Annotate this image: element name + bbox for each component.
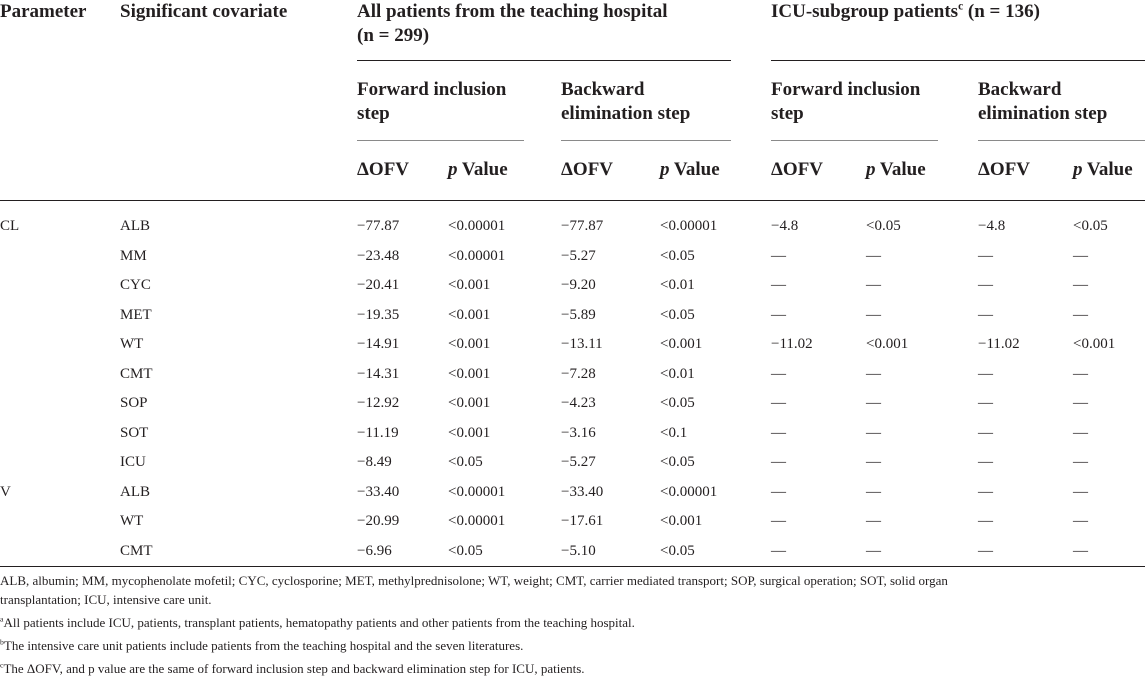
cell-icu-backward-delta-ofv: — [978,247,993,264]
cell-covariate: ALB [120,483,150,500]
footnote-b: $^b$The intensive care unit patients include patients from the teaching hospital and the seven literatures. [0,637,524,653]
cell-all-backward-p-value: <0.05 [660,454,695,470]
cell-all-forward-delta-ofv: −19.35 [357,306,400,323]
cell-icu-forward-delta-ofv: — [771,454,786,470]
cell-all-forward-p-value: <0.001 [448,306,491,323]
cell-icu-backward-p-value: — [1073,424,1088,441]
cell-icu-forward-delta-ofv: — [771,483,786,500]
cell-icu-backward-delta-ofv: — [978,306,993,323]
cell-all-backward-p-value: <0.01 [660,277,695,293]
header-delta-ofv: ΔOFV [561,159,614,180]
header-backward-all-line2: elimination step [561,103,691,124]
header-icu-subgroup: ICU-subgroup patients$^c$ (n = 136) [771,0,1040,22]
cell-all-forward-delta-ofv: −33.40 [357,483,400,500]
cell-all-forward-delta-ofv: −8.49 [357,454,392,470]
cell-all-forward-p-value: <0.001 [448,395,491,411]
header-forward-icu-line1: Forward inclusion [771,79,921,100]
cell-all-backward-p-value: <0.00001 [660,483,718,500]
header-forward-all-line2: step [357,103,390,124]
cell-all-backward-delta-ofv: −9.20 [561,277,596,293]
cell-all-backward-delta-ofv: −33.40 [561,483,604,500]
rule-forward-all [357,140,524,141]
cell-icu-forward-delta-ofv: −4.8 [771,218,799,234]
cell-icu-backward-p-value: — [1073,542,1088,559]
cell-all-backward-p-value: <0.05 [660,542,695,559]
header-bottom-rule [0,200,1145,201]
cell-covariate: CMT [120,365,153,382]
header-all-patients-line1: All patients from the teaching hospital [357,1,668,22]
cell-parameter: CL [0,218,20,234]
cell-parameter: V [0,483,11,500]
cell-all-backward-p-value: <0.05 [660,247,695,264]
cell-covariate: ALB [120,218,150,234]
cell-icu-backward-p-value: — [1073,513,1088,529]
cell-all-forward-delta-ofv: −14.31 [357,365,400,382]
cell-all-backward-delta-ofv: −3.16 [561,424,596,441]
cell-all-backward-delta-ofv: −77.87 [561,218,604,234]
cell-icu-backward-p-value: <0.001 [1073,336,1116,352]
cell-icu-forward-p-value: — [866,513,881,529]
footnote-abbreviations-line2: transplantation; ICU, intensive care unit. [0,592,212,607]
cell-all-backward-p-value: <0.05 [660,306,695,323]
header-delta-ofv: ΔOFV [357,159,410,180]
cell-all-backward-p-value: <0.00001 [660,218,718,234]
table-bottom-rule [0,566,1145,567]
cell-icu-forward-delta-ofv: — [771,424,786,441]
cell-covariate: MET [120,306,152,323]
header-all-patients-line2: (n = 299) [357,25,430,46]
cell-all-backward-p-value: <0.001 [660,513,703,529]
cell-all-backward-p-value: <0.05 [660,395,695,411]
cell-icu-backward-p-value: — [1073,483,1088,500]
cell-icu-forward-delta-ofv: — [771,365,786,382]
cell-icu-backward-delta-ofv: −11.02 [978,336,1020,352]
footnote-marker-c: c [958,0,964,13]
cell-icu-backward-p-value: — [1073,247,1088,264]
cell-icu-backward-delta-ofv: — [978,542,993,559]
cell-icu-backward-p-value: — [1073,454,1088,470]
cell-all-forward-delta-ofv: −77.87 [357,218,400,234]
cell-covariate: MM [120,247,147,264]
cell-all-backward-delta-ofv: −13.11 [561,336,603,352]
cell-icu-backward-delta-ofv: — [978,454,993,470]
cell-icu-forward-p-value: — [866,365,881,382]
footnote-abbreviations-line1: ALB, albumin; MM, mycophenolate mofetil; CYC, cyclosporine; MET, methylprednisolone; WT, weight; CMT, carrier mediated transport; SOP, surgical operation; SOT, solid organ [0,573,948,588]
cell-icu-forward-p-value: <0.05 [866,218,901,234]
cell-all-backward-delta-ofv: −5.27 [561,454,596,470]
cell-all-forward-delta-ofv: −20.99 [357,513,400,529]
header-backward-icu-line2: elimination step [978,103,1108,124]
cell-covariate: SOT [120,424,149,441]
header-significant-covariate: Significant covariate [120,1,288,22]
cell-icu-forward-p-value: — [866,454,881,470]
cell-covariate: CMT [120,542,153,559]
footnote-a: $^a$All patients include ICU, patients, transplant patients, hematopathy patients and other patients from the teaching hospital. [0,614,635,630]
cell-icu-backward-p-value: <0.05 [1073,218,1108,234]
cell-all-forward-p-value: <0.001 [448,336,491,352]
cell-covariate: ICU [120,454,146,470]
cell-all-forward-p-value: <0.00001 [448,483,506,500]
cell-all-forward-p-value: <0.001 [448,277,491,293]
header-forward-icu-line2: step [771,103,804,124]
cell-all-backward-p-value: <0.001 [660,336,703,352]
footnote-c: $^c$The ΔOFV, and p value are the same of forward inclusion step and backward elimination step for ICU, patients. [0,660,585,676]
cell-icu-forward-p-value: — [866,247,881,264]
cell-covariate: WT [120,513,144,529]
cell-icu-forward-p-value: — [866,424,881,441]
cell-icu-forward-delta-ofv: — [771,513,786,529]
cell-icu-backward-p-value: — [1073,395,1088,411]
cell-all-backward-delta-ofv: −17.61 [561,513,604,529]
header-p-value: p Value [1073,159,1133,180]
cell-icu-backward-delta-ofv: — [978,483,993,500]
cell-all-forward-p-value: <0.00001 [448,513,506,529]
rule-backward-all [561,140,731,141]
cell-icu-forward-delta-ofv: −11.02 [771,336,813,352]
cell-icu-forward-delta-ofv: — [771,395,786,411]
cell-all-forward-delta-ofv: −14.91 [357,336,400,352]
cell-icu-backward-delta-ofv: −4.8 [978,218,1006,234]
cell-icu-backward-delta-ofv: — [978,513,993,529]
cell-all-forward-delta-ofv: −23.48 [357,247,400,264]
cell-icu-forward-delta-ofv: — [771,306,786,323]
cell-icu-forward-delta-ofv: — [771,542,786,559]
cell-covariate: CYC [120,277,151,293]
rule-all-patients [357,60,731,61]
cell-all-forward-p-value: <0.05 [448,454,483,470]
cell-icu-forward-p-value: — [866,542,881,559]
cell-covariate: WT [120,336,144,352]
cell-all-forward-delta-ofv: −11.19 [357,424,399,441]
cell-icu-forward-p-value: <0.001 [866,336,909,352]
rule-backward-icu [978,140,1145,141]
header-delta-ofv: ΔOFV [978,159,1031,180]
cell-icu-backward-p-value: — [1073,306,1088,323]
rule-icu-subgroup [771,60,1145,61]
cell-all-forward-p-value: <0.001 [448,365,491,382]
header-p-value: p Value [448,159,508,180]
cell-all-backward-delta-ofv: −7.28 [561,365,596,382]
cell-icu-backward-p-value: — [1073,365,1088,382]
cell-all-backward-p-value: <0.1 [660,424,688,441]
cell-icu-forward-p-value: — [866,483,881,500]
cell-icu-forward-p-value: — [866,277,881,293]
header-parameter: Parameter [0,1,87,22]
header-forward-all-line1: Forward inclusion [357,79,507,100]
cell-all-backward-delta-ofv: −4.23 [561,395,596,411]
cell-icu-backward-p-value: — [1073,277,1088,293]
cell-icu-backward-delta-ofv: — [978,395,993,411]
cell-all-forward-p-value: <0.00001 [448,218,506,234]
header-p-value: p Value [866,159,926,180]
cell-all-forward-p-value: <0.05 [448,542,483,559]
cell-all-forward-delta-ofv: −12.92 [357,395,400,411]
cell-icu-forward-p-value: — [866,395,881,411]
cell-icu-forward-delta-ofv: — [771,277,786,293]
cell-all-backward-delta-ofv: −5.89 [561,306,596,323]
cell-icu-backward-delta-ofv: — [978,424,993,441]
cell-icu-backward-delta-ofv: — [978,277,993,293]
rule-forward-icu [771,140,938,141]
cell-all-backward-p-value: <0.01 [660,365,695,382]
header-delta-ofv: ΔOFV [771,159,824,180]
cell-all-forward-delta-ofv: −6.96 [357,542,392,559]
cell-icu-forward-delta-ofv: — [771,247,786,264]
cell-icu-backward-delta-ofv: — [978,365,993,382]
cell-all-backward-delta-ofv: −5.10 [561,542,596,559]
cell-all-forward-p-value: <0.001 [448,424,491,441]
cell-covariate: SOP [120,395,148,411]
header-backward-icu-line1: Backward [978,79,1062,100]
cell-icu-forward-p-value: — [866,306,881,323]
cell-all-forward-p-value: <0.00001 [448,247,506,264]
cell-all-forward-delta-ofv: −20.41 [357,277,400,293]
cell-all-backward-delta-ofv: −5.27 [561,247,596,264]
header-backward-all-line1: Backward [561,79,645,100]
header-p-value: p Value [660,159,720,180]
